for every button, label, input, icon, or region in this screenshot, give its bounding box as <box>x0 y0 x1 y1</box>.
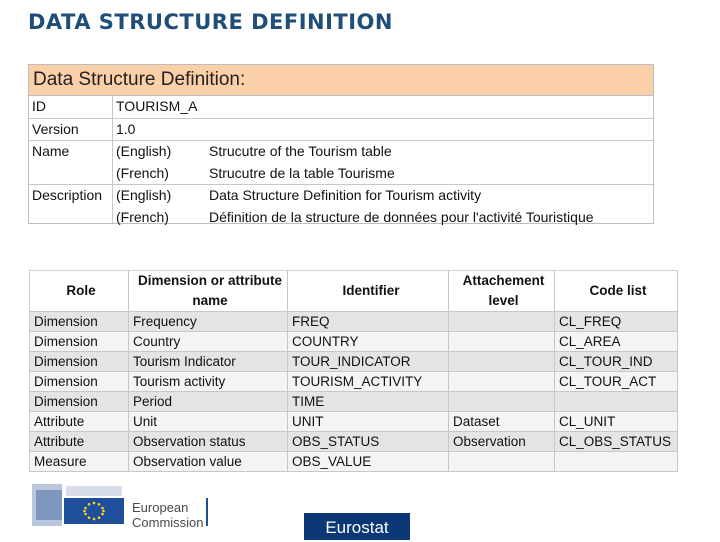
attachment-level-cell: Observation <box>449 432 555 452</box>
name-cell: Tourism activity <box>129 372 288 392</box>
dsd-label: Description <box>32 187 103 203</box>
attachment-level-cell: Dataset <box>449 412 555 432</box>
code-list-cell <box>555 452 678 472</box>
data-structure-definition-table <box>28 64 654 224</box>
name-cell: Period <box>129 392 288 412</box>
dsd-row-name-french <box>29 163 653 186</box>
attachment-level-cell <box>449 352 555 372</box>
table-header-row <box>30 271 678 312</box>
attachment-level-cell <box>449 392 555 412</box>
dsd-label: Version <box>32 120 79 137</box>
name-cell: Tourism Indicator <box>129 352 288 372</box>
identifier-cell: TIME <box>288 392 449 412</box>
name-cell: Frequency <box>129 312 288 332</box>
dsd-value: 1.0 <box>116 120 136 137</box>
european-commission-logo <box>30 482 230 530</box>
role-cell: Attribute <box>30 432 129 452</box>
logo-line-european: European <box>132 500 189 515</box>
dsd-row-description-french <box>29 207 653 229</box>
code-list-cell: CL_OBS_STATUS <box>555 432 678 452</box>
code-list-cell <box>555 392 678 412</box>
role-cell: Measure <box>30 452 129 472</box>
dsd-row-name-english <box>29 141 653 163</box>
code-list-cell: CL_AREA <box>555 332 678 352</box>
dsd-language: (French) <box>116 208 169 225</box>
role-cell: Dimension <box>30 352 129 372</box>
identifier-cell: TOUR_INDICATOR <box>288 352 449 372</box>
name-cell: Unit <box>129 412 288 432</box>
dsd-row-version <box>29 119 653 142</box>
attachment-level-cell <box>449 332 555 352</box>
dsd-value: Data Structure Definition for Tourism activity <box>209 187 482 203</box>
dsd-language: (English) <box>116 187 172 203</box>
dsd-value: TOURISM_A <box>116 98 198 114</box>
identifier-cell: COUNTRY <box>288 332 449 352</box>
identifier-cell: OBS_STATUS <box>288 432 449 452</box>
role-cell: Dimension <box>30 332 129 352</box>
table-row <box>30 372 678 392</box>
role-cell: Dimension <box>30 372 129 392</box>
identifier-cell: OBS_VALUE <box>288 452 449 472</box>
name-cell: Observation status <box>129 432 288 452</box>
attachment-level-cell <box>449 312 555 332</box>
role-cell: Dimension <box>30 392 129 412</box>
logo-line-commission: Commission <box>132 515 204 530</box>
dsd-row-description-english <box>29 185 653 207</box>
table-row <box>30 392 678 412</box>
role-cell: Dimension <box>30 312 129 332</box>
table-row <box>30 412 678 432</box>
column-header-role: Role <box>30 271 129 312</box>
dsd-header: Data Structure Definition: <box>29 65 653 96</box>
dsd-label: Name <box>32 143 70 159</box>
identifier-cell: TOURISM_ACTIVITY <box>288 372 449 392</box>
attachment-level-cell <box>449 452 555 472</box>
table-row <box>30 332 678 352</box>
name-cell: Observation value <box>129 452 288 472</box>
code-list-cell: CL_TOUR_IND <box>555 352 678 372</box>
column-header-code-list: Code list <box>555 271 678 312</box>
components-table <box>29 270 678 472</box>
dsd-value: Strucutre de la table Tourisme <box>209 164 395 181</box>
table-row <box>30 432 678 452</box>
dsd-value: Définition de la structure de données pour l'activité Touristique <box>209 208 594 225</box>
dsd-value: Strucutre of the Tourism table <box>209 143 392 159</box>
table-row <box>30 352 678 372</box>
dsd-language: (French) <box>116 164 169 181</box>
attachment-level-cell <box>449 372 555 392</box>
column-header-attachment-level: Attachement level <box>449 271 555 312</box>
column-header-name: Dimension or attribute name <box>129 271 288 312</box>
eurostat-badge: Eurostat <box>304 513 410 540</box>
code-list-cell: CL_FREQ <box>555 312 678 332</box>
identifier-cell: UNIT <box>288 412 449 432</box>
dsd-language: (English) <box>116 143 172 159</box>
column-header-identifier: Identifier <box>288 271 449 312</box>
role-cell: Attribute <box>30 412 129 432</box>
code-list-cell: CL_TOUR_ACT <box>555 372 678 392</box>
dsd-row-id <box>29 96 653 119</box>
name-cell: Country <box>129 332 288 352</box>
code-list-cell: CL_UNIT <box>555 412 678 432</box>
page-title: DATA STRUCTURE DEFINITION <box>28 10 393 34</box>
identifier-cell: FREQ <box>288 312 449 332</box>
dsd-label: ID <box>32 98 46 114</box>
table-row <box>30 312 678 332</box>
table-row <box>30 452 678 472</box>
